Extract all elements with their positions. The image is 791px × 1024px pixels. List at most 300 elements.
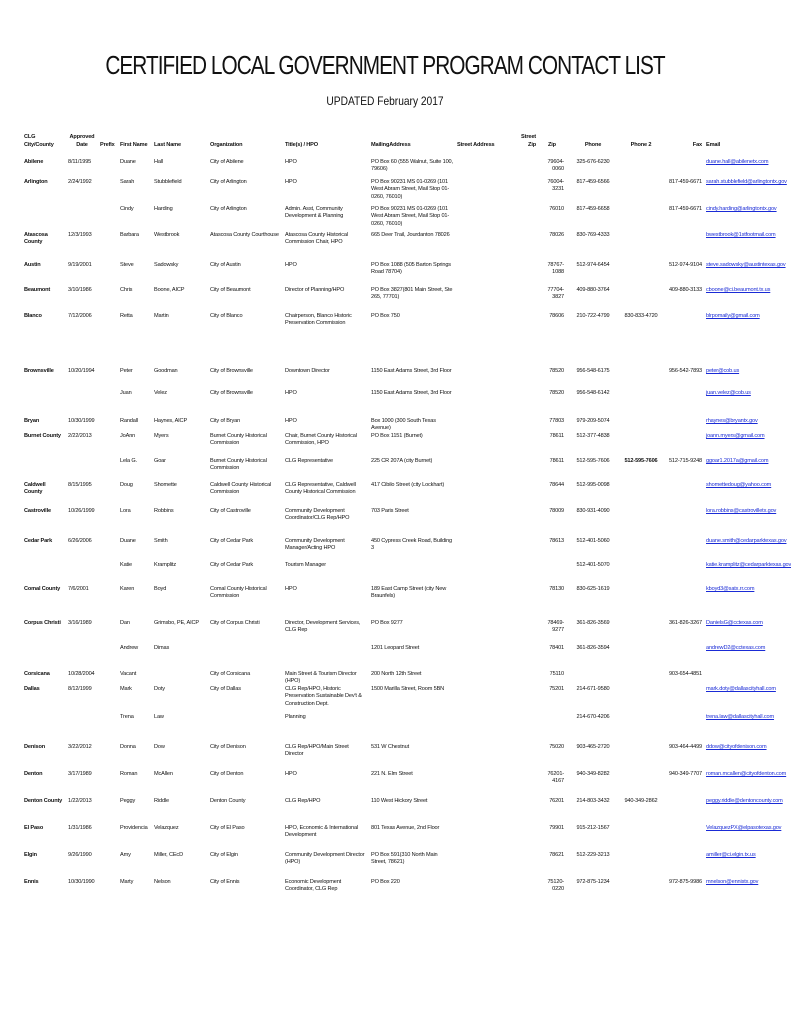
cell-last-name: Harding: [154, 206, 173, 212]
cell-prefix: [98, 313, 118, 368]
email-link[interactable]: peggy.riddle@dentoncounty.com: [706, 797, 783, 804]
cell-last-name: Miller, CEcD: [154, 851, 183, 858]
col-header-streetzip: Street Zip: [521, 134, 536, 148]
cell-first-name: Duane: [120, 538, 136, 544]
cell-email: [704, 671, 748, 686]
email-link[interactable]: duane.hall@abilenetx.com: [706, 159, 769, 165]
cell-title: Admin. Asst, Community Development & Planning: [285, 206, 344, 220]
cell-mailing-address: 801 Texas Avenue, 2nd Floor: [371, 824, 440, 831]
cell-mailing-address: PO Box 591(310 North Main Street, 78621): [371, 851, 438, 866]
email-link[interactable]: blrpomaily@gmail.com: [706, 313, 760, 319]
cell-email: [704, 824, 782, 852]
cell-organization: Burnet County Historical Commission: [210, 458, 267, 472]
cell-title: HPO: [285, 770, 297, 777]
email-link[interactable]: katie.kramplitz@cedarparktexas.gov: [706, 562, 791, 568]
cell-street-zip: [510, 645, 538, 671]
cell-first-name: Marty: [120, 878, 134, 885]
cell-street-address: [455, 538, 510, 562]
cell-first-name: Katie: [120, 562, 132, 568]
cell-zip: 76010: [549, 206, 564, 212]
email-link[interactable]: duane.smith@cedarparktexas.gov: [706, 538, 787, 544]
cell-phone: 214-803-3432: [576, 797, 610, 804]
cell-email: [704, 685, 776, 714]
cell-street-address: [455, 586, 510, 620]
cell-street-address: [455, 771, 510, 798]
cell-street-zip: [510, 714, 538, 744]
table-row: [22, 714, 748, 744]
table-row: [22, 744, 748, 771]
cell-city: Elgin: [24, 851, 37, 858]
cell-mailing-address: 1201 Leopard Street: [371, 645, 420, 651]
cell-first-name: JoAnn: [120, 433, 136, 439]
cell-city: El Paso: [24, 824, 44, 831]
cell-prefix: [98, 852, 118, 879]
cell-organization: City of Arlington: [210, 179, 247, 185]
cell-street-zip: [510, 798, 538, 825]
cell-zip: 78469-9277: [547, 620, 564, 634]
table-row: [22, 368, 748, 390]
cell-city: Burnet County: [24, 433, 61, 439]
cell-email: [704, 713, 775, 744]
cell-fax: [662, 586, 704, 620]
cell-organization: City of Corpus Christi: [210, 620, 260, 626]
col-header-org: Organization: [210, 141, 243, 148]
cell-title: Community Development Director (HPO): [285, 851, 365, 866]
cell-zip: [538, 714, 566, 744]
col-header-phone2: Phone 2: [630, 141, 652, 148]
cell-city: Bryan: [24, 418, 40, 424]
cell-phone-2: [620, 206, 662, 232]
cell-email: [704, 586, 755, 620]
cell-phone-2: [620, 825, 662, 852]
cell-phone: 325-676-6230: [576, 159, 610, 165]
cell-street-zip: [510, 159, 538, 179]
cell-first-name: Doug: [120, 482, 133, 488]
cell-phone: 956-548-6142: [576, 390, 610, 396]
cell-street-zip: [510, 390, 538, 418]
cell-fax: 512-974-9104: [668, 262, 702, 268]
cell-organization: City of Abilene: [210, 159, 244, 165]
cell-city: Austin: [24, 262, 41, 268]
cell-mailing-address: 221 N. Elm Street: [371, 770, 413, 777]
table-row: [22, 879, 748, 899]
table-row: [22, 458, 748, 482]
email-link[interactable]: shomettedoug@yahoo.com: [706, 482, 772, 488]
cell-first-name: Peter: [120, 368, 133, 374]
cell-city: [22, 390, 66, 418]
email-link[interactable]: juan.velez@cob.us: [706, 390, 751, 396]
cell-email: [704, 508, 777, 538]
cell-approved-date: [66, 390, 98, 418]
cell-mailing-address: 189 East Camp Street (city New Braunfels): [371, 586, 447, 600]
cell-first-name: Dan: [120, 620, 130, 626]
cell-prefix: [98, 159, 118, 179]
cell-phone: 830-931-4090: [576, 508, 610, 514]
cell-fax: [662, 159, 704, 179]
cell-approved-date: 8/12/1999: [68, 685, 92, 692]
cell-first-name: Sarah: [120, 179, 135, 185]
cell-prefix: [98, 206, 118, 232]
cell-mailing-address: PO Box 220: [371, 878, 400, 885]
cell-fax: 817-459-6671: [668, 206, 702, 212]
cell-zip: 75020: [549, 743, 564, 750]
cell-title: HPO: [285, 262, 297, 268]
cell-title: HPO: [285, 179, 297, 185]
cell-approved-date: 9/26/1990: [68, 851, 92, 858]
email-link[interactable]: DanielsG@cctexas.com: [706, 620, 763, 626]
cell-organization: City of Castroville: [210, 508, 251, 514]
cell-organization: City of Denison: [210, 743, 246, 750]
cell-last-name: Nelson: [154, 878, 171, 885]
cell-first-name: Retta: [120, 313, 133, 319]
cell-zip: 77803: [549, 418, 564, 424]
table-row: [22, 771, 748, 798]
cell-prefix: [98, 482, 118, 508]
cell-first-name: Steve: [120, 262, 134, 268]
cell-last-name: Doty: [154, 685, 165, 692]
email-link[interactable]: sarah.stubblefield@arlingtontx.gov: [706, 179, 787, 185]
cell-mailing-address: 450 Cypress Creek Road, Building 3: [371, 538, 453, 552]
cell-zip: 78009: [549, 508, 564, 514]
cell-organization: City of Ennis: [210, 878, 240, 885]
cell-email: [704, 262, 786, 287]
cell-phone-2: [620, 179, 662, 206]
cell-city: Comal County: [24, 586, 61, 592]
table-row: [22, 508, 748, 538]
cell-fax: [662, 714, 704, 744]
cell-zip: 78606: [549, 313, 564, 319]
email-link[interactable]: kboyd3@satx.rr.com: [706, 586, 755, 592]
cell-phone-2: [620, 390, 662, 418]
email-link[interactable]: trena.law@dallascityhall.com: [706, 713, 775, 720]
cell-street-zip: [510, 482, 538, 508]
cell-title: HPO, Economic & International Development: [285, 824, 359, 839]
cell-organization: Burnet County Historical Commission: [210, 433, 267, 447]
cell-phone-2: [620, 671, 662, 686]
cell-title: Chair, Burnet County Historical Commission, HPO: [285, 433, 357, 447]
cell-zip: 79604-0060: [547, 159, 564, 173]
cell-phone: 210-722-4799: [576, 313, 610, 319]
cell-city: Corsicana: [24, 671, 50, 677]
cell-approved-date: [66, 458, 98, 482]
cell-approved-date: 9/19/2001: [68, 262, 92, 268]
cell-mailing-address: 200 North 12th Street: [371, 671, 422, 677]
cell-organization: Atascosa County Courthouse: [210, 232, 279, 238]
cell-street-address: [455, 744, 510, 771]
cell-fax: 972-875-9986: [668, 878, 702, 885]
cell-organization: City of Arlington: [210, 206, 247, 212]
cell-first-name: Barbara: [120, 232, 139, 238]
cell-mailing-address: PO Box 90231 MS 01-0269 (101 West Abram Street, Mail Stop 01-0260, 76010): [371, 179, 450, 200]
cell-phone-2: [620, 562, 662, 586]
cell-email: [704, 206, 777, 232]
cell-street-zip: [510, 771, 538, 798]
email-link[interactable]: rhaynes@bryantx.gov: [706, 418, 758, 424]
email-link[interactable]: ddow@cityofdenison.com: [706, 743, 767, 750]
cell-approved-date: 2/22/2013: [68, 433, 92, 439]
cell-last-name: Velazquez: [154, 824, 179, 831]
cell-last-name: Boyd: [154, 586, 167, 592]
contact-table: [22, 127, 791, 899]
cell-organization: Comal County Historical Commission: [210, 586, 267, 600]
cell-phone-2: [620, 771, 662, 798]
cell-last-name: Stubblefield: [154, 179, 182, 185]
cell-street-address: [455, 418, 510, 433]
page-title: CERTIFIED LOCAL GOVERNMENT PROGRAM CONTACT LIST: [105, 50, 665, 80]
cell-first-name: Karen: [120, 586, 135, 592]
cell-last-name: Smith: [154, 538, 168, 544]
table-row: [22, 262, 748, 287]
email-link[interactable]: steve.sadowsky@austintexas.gov: [706, 262, 786, 268]
cell-mailing-address: 1150 East Adams Street, 3rd Floor: [371, 390, 452, 396]
cell-email: [704, 433, 765, 458]
cell-title: [283, 645, 369, 671]
email-link[interactable]: mark.doty@dallascityhall.com: [706, 685, 776, 692]
table-row: [22, 586, 748, 620]
cell-title: Community Development Coordinator/CLG Rep/HPO: [285, 508, 350, 522]
email-link[interactable]: joann.myers@gmail.com: [706, 433, 765, 439]
cell-fax: 817-459-6671: [668, 179, 702, 185]
cell-title: CLG Rep/HPO: [285, 797, 321, 804]
cell-street-address: [455, 179, 510, 206]
cell-organization: [208, 714, 283, 744]
cell-street-zip: [510, 313, 538, 368]
cell-street-zip: [510, 562, 538, 586]
cell-phone: 361-826-3569: [576, 620, 610, 626]
cell-organization: City of Elgin: [210, 851, 238, 858]
cell-zip: [538, 562, 566, 586]
cell-fax: [662, 390, 704, 418]
cell-approved-date: 10/30/1999: [68, 418, 95, 424]
cell-first-name: Lela G.: [120, 458, 137, 464]
cell-city: Abilene: [24, 159, 44, 165]
cell-phone: 512-401-5060: [576, 538, 610, 544]
email-link[interactable]: mnelson@ennistx.gov: [706, 878, 759, 885]
cell-organization: City of Corsicana: [210, 671, 251, 677]
cell-street-zip: [510, 418, 538, 433]
cell-approved-date: 3/17/1989: [68, 770, 92, 777]
cell-email: [704, 418, 758, 433]
cell-email: [704, 743, 767, 771]
cell-street-zip: [510, 538, 538, 562]
cell-mailing-address: PO Box 60 (555 Walnut, Suite 100, 79606): [371, 159, 453, 173]
email-link[interactable]: cindy.harding@arlingtontx.gov: [706, 206, 777, 212]
email-link[interactable]: andrewD2@cctexas.com: [706, 645, 766, 651]
cell-fax: 903-654-4851: [668, 671, 702, 677]
cell-city: Ennis: [24, 878, 39, 885]
cell-first-name: Amy: [120, 851, 131, 858]
cell-mailing-address: 665 Deer Trail, Jourdanton 78026: [371, 232, 450, 238]
cell-phone-2: 512-595-7606: [624, 458, 658, 464]
email-link[interactable]: bwestbrook@1stfootmail.com: [706, 232, 776, 238]
cell-phone: 409-880-3764: [576, 287, 610, 293]
email-link[interactable]: roman.mcallen@cityofdenton.com: [706, 770, 787, 777]
cell-first-name: Lora: [120, 508, 131, 514]
col-header-mailing: MailingAddress: [371, 141, 411, 148]
cell-street-address: [455, 686, 510, 714]
cell-street-address: [455, 714, 510, 744]
cell-street-address: [455, 206, 510, 232]
cell-mailing-address: 1500 Marilla Street, Room 5BN: [371, 685, 445, 692]
cell-fax: [662, 852, 704, 879]
table-row: [22, 482, 748, 508]
cell-last-name: Goodman: [154, 368, 178, 374]
email-link[interactable]: ggoar1.2017a@gmail.com: [706, 458, 769, 464]
cell-phone: [566, 671, 620, 686]
cell-phone: 830-769-4333: [576, 232, 610, 238]
cell-phone-2: [620, 879, 662, 899]
cell-street-zip: [510, 686, 538, 714]
col-header-phone: Phone: [584, 141, 602, 148]
cell-prefix: [98, 418, 118, 433]
cell-phone-2: [620, 482, 662, 508]
email-link[interactable]: peter@cob.us: [706, 368, 740, 374]
cell-email: [704, 620, 763, 645]
cell-approved-date: 3/10/1986: [68, 287, 92, 293]
table-row: [22, 206, 748, 232]
cell-title: HPO: [285, 418, 297, 424]
cell-approved-date: 12/3/1993: [68, 232, 92, 238]
cell-street-address: [455, 508, 510, 538]
cell-zip: 76004-3231: [547, 179, 564, 193]
email-link[interactable]: amiller@ci.elgin.tx.us: [706, 851, 756, 858]
cell-phone: 940-349-8282: [576, 770, 610, 777]
cell-first-name: Donna: [120, 743, 136, 750]
cell-fax: 956-542-7893: [668, 368, 702, 374]
cell-prefix: [98, 538, 118, 562]
cell-approved-date: 3/22/2012: [68, 743, 92, 750]
cell-last-name: Law: [154, 713, 164, 720]
cell-organization: City of Beaumont: [210, 287, 251, 293]
cell-street-zip: [510, 508, 538, 538]
cell-mailing-address: PO Box 9277: [371, 620, 403, 626]
cell-title: HPO: [285, 159, 297, 165]
cell-zip: 76201-4167: [547, 770, 564, 785]
cell-first-name: Peggy: [120, 797, 136, 804]
cell-last-name: Dow: [154, 743, 165, 750]
cell-phone: 512-974-6454: [576, 262, 610, 268]
cell-first-name: Cindy: [120, 206, 134, 212]
cell-title: CLG Rep/HPO, Historic Preservation Sustainable Dev't & Construction Dept.: [285, 685, 362, 707]
col-header-street: Street Address: [457, 141, 495, 148]
cell-phone-2: [620, 232, 662, 262]
cell-first-name: Juan: [120, 390, 132, 396]
cell-title: Director, Development Services, CLG Rep: [285, 620, 361, 634]
cell-phone: 512-229-3213: [576, 851, 610, 858]
email-link[interactable]: cboone@ci.beaumont.tx.us: [706, 287, 771, 293]
cell-street-zip: [510, 852, 538, 879]
cell-approved-date: [66, 206, 98, 232]
cell-email: [704, 390, 751, 418]
email-link[interactable]: lora.robbins@castrovilletx.gov: [706, 508, 777, 514]
cell-prefix: [98, 671, 118, 686]
cell-first-name: Providencia: [120, 824, 148, 831]
cell-street-address: [455, 390, 510, 418]
cell-fax: 409-880-3133: [668, 287, 702, 293]
cell-first-name: Mark: [120, 685, 132, 692]
cell-zip: 75110: [549, 671, 564, 677]
cell-phone: 214-670-4206: [576, 713, 610, 720]
cell-mailing-address: 417 Cibilo Street (city Lockhart): [371, 482, 445, 488]
cell-organization: City of El Paso: [210, 824, 245, 831]
cell-approved-date: 10/26/1999: [68, 508, 95, 514]
cell-street-address: [455, 433, 510, 458]
cell-email: [704, 482, 772, 508]
cell-street-zip: [510, 433, 538, 458]
cell-mailing-address: Box 1000 (300 South Texas Avenue): [371, 418, 436, 432]
cell-title: Economic Development Coordinator, CLG Rep: [285, 878, 342, 893]
cell-fax: [662, 232, 704, 262]
cell-city: Beaumont: [24, 287, 51, 293]
cell-fax: [662, 313, 704, 368]
cell-title: Chairperson, Blanco Historic Preservation Commission: [285, 313, 352, 327]
cell-phone: 214-671-9580: [576, 685, 610, 692]
cell-email: [704, 538, 787, 562]
cell-street-zip: [510, 879, 538, 899]
cell-approved-date: 7/6/2001: [68, 586, 89, 592]
cell-organization: City of Austin: [210, 262, 241, 268]
cell-title: Community Development Manager/Acting HPO: [285, 538, 345, 552]
email-link[interactable]: VelazquezPX@elpasotexas.gov: [706, 824, 782, 831]
cell-city: Castroville: [24, 508, 51, 514]
cell-email: [704, 797, 783, 825]
cell-last-name: Sadowsky: [154, 262, 179, 268]
cell-city: Brownsville: [24, 368, 54, 374]
cell-email: [704, 368, 748, 390]
cell-prefix: [98, 562, 118, 586]
cell-zip: 78520: [549, 368, 564, 374]
cell-phone-2: [620, 744, 662, 771]
cell-city: [22, 645, 66, 671]
cell-title: Main Street & Tourism Director (HPO): [285, 671, 357, 685]
cell-prefix: [98, 686, 118, 714]
cell-last-name: McAllen: [154, 770, 173, 777]
cell-zip: 78613: [549, 538, 564, 544]
cell-prefix: [98, 390, 118, 418]
cell-organization: [208, 645, 283, 671]
table-row: [22, 645, 748, 671]
col-header-email: Email: [706, 141, 721, 148]
cell-prefix: [98, 287, 118, 313]
cell-title: Tourism Manager: [285, 562, 326, 568]
cell-fax: [662, 538, 704, 562]
cell-zip: 78520: [549, 390, 564, 396]
cell-street-address: [455, 159, 510, 179]
cell-street-address: [455, 287, 510, 313]
cell-phone: 830-625-1619: [576, 586, 610, 592]
cell-phone-2: [620, 714, 662, 744]
table-row: [22, 390, 748, 418]
cell-phone-2: [620, 159, 662, 179]
table-row: [22, 852, 748, 879]
table-row: [22, 433, 748, 458]
cell-last-name: Goar: [154, 458, 166, 464]
cell-last-name: Dimas: [154, 645, 170, 651]
cell-last-name: [152, 671, 208, 686]
cell-phone-2: [620, 686, 662, 714]
cell-phone: 512-401-5070: [576, 562, 610, 568]
cell-first-name: Trena: [120, 713, 134, 720]
col-header-zip: Zip: [548, 141, 556, 148]
cell-fax: 903-464-4499: [668, 743, 702, 750]
cell-prefix: [98, 586, 118, 620]
cell-approved-date: 10/28/2004: [68, 671, 95, 677]
cell-city: Denison: [24, 743, 46, 750]
cell-zip: 78026: [549, 232, 564, 238]
table-row: [22, 418, 748, 433]
cell-fax: [662, 686, 704, 714]
cell-street-zip: [510, 671, 538, 686]
